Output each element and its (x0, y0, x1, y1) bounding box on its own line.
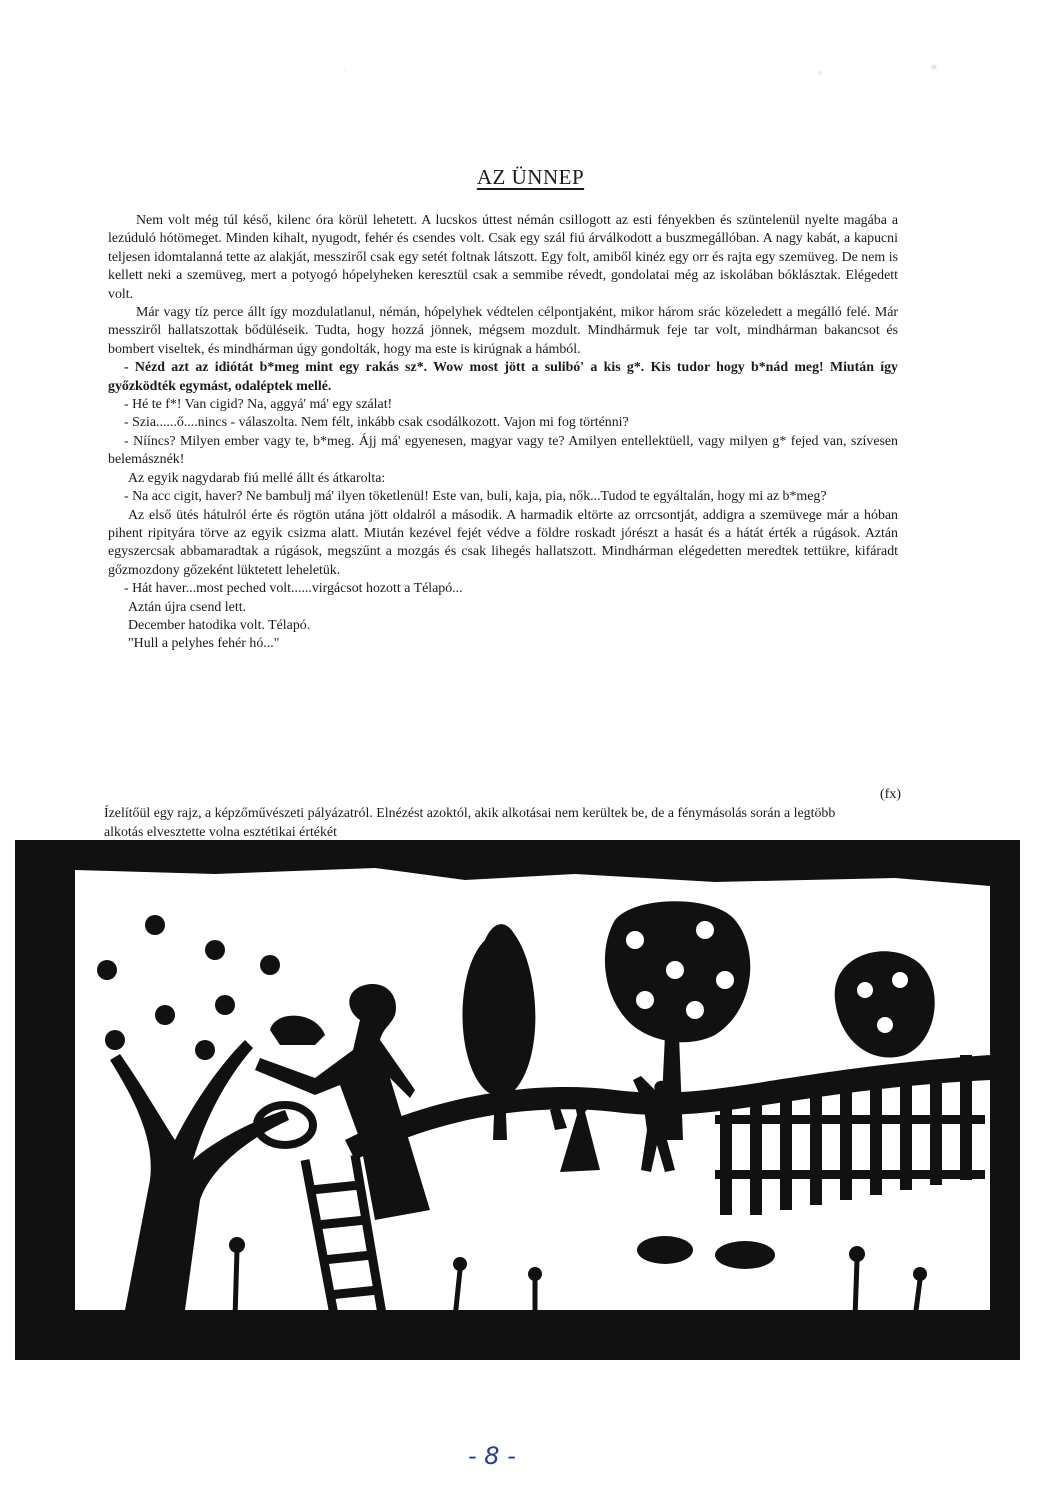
article-paragraph: Az első ütés hátulról érte és rögtön utána jött oldalról a második. A harmadik eltörte az orrcsontját, addigra a szemüvege már a hóban pihent ripityára törve az egyik csizma alatt. Miután kezével fejét védve a földre roskadt jórészt a hasát és a hátát érték a rúgások. Aztán egyszercsak abbamaradtak a rúgások, megszűnt a mozgás és csak lihegés hallatszott. Mindhárman elégedetten meredtek tettükre, kifáradt gőzmozdony gőzeként lüktetett leheletük. (108, 507, 898, 578)
article-paragraph: - Nézd azt az idiótát b*meg mint egy rakás sz*. Wow most jött a sulibó' a kis g*. Kis tudor hogy b*nád meg! Miután így győzködték egymást, odaléptek mellé. (108, 360, 898, 394)
image-caption: Ízelítőül egy rajz, a képzőművészeti pályázatról. Elnézést azoktól, akik alkotásai nem kerültek be, de a fénymásolás során a legtöbb alkotás elvesztette volna esztétikai értékét (104, 806, 836, 840)
page-number: - 8 - (468, 1442, 516, 1470)
article-paragraph: - Nííncs? Milyen ember vagy te, b*meg. Ájj má' egyenesen, magyar vagy te? Amilyen entellektüell, vagy milyen g* fejed van, szívesen belemásznék! (108, 433, 898, 468)
article-paragraph: December hatodika volt. Télapó. (128, 617, 311, 633)
article-paragraph: Nem volt még túl késő, kilenc óra körül lehetett. A lucskos úttest némán csillogott az esti fényekben és szüntelenül nyelte magába a lezúduló hótömeget. Minden kihalt, nyugodt, fehér és csendes volt. Csak egy szál fiú árválkodott a buszmegállóban. A nagy kabát, a kapucni teljesen idomtalanná tette az alakját, messziről csak egy setét foltnak látszott. Egy folt, amiből kinéz egy orr és rajta egy szemüveg. De nem is kellett neki a szemüveg, mert a potyogó hópelyheken keresztül csak a semmibe révedt, gondolatai még az iskolában bóklásztak. Elégedett volt. (108, 213, 898, 302)
article-paragraph: Már vagy tíz perce állt így mozdulatlanul, némán, hópelyhek védtelen célpontjaként, mikor három srác közeledett a megálló felé. Már messziről hallatszottak bődüléseik. Tudta, hogy hozzá jönnek, mégsem mozdult. Mindhármuk feje tar volt, mindhárman bakancsot és bombert viseltek, és mindhárman úgy gondolták, hogy ma este is kirúgnak a hámból. (108, 305, 898, 357)
papercut-illustration (15, 840, 1020, 1360)
article-paragraph: "Hull a pelyhes fehér hó..." (128, 636, 280, 652)
author-signature: (fx) (880, 787, 901, 802)
article-body (108, 212, 898, 654)
article-paragraph: - Na acc cigit, haver? Ne bambulj má' ilyen töketlenül! Este van, buli, kaja, pia, nők...Tudod te egyáltalán, hogy mi az b*meg? (124, 489, 827, 505)
article-paragraph: - Hé te f*! Van cigid? Na, aggyá' má' egy szálat! (124, 397, 393, 413)
scan-noise (60, 55, 1010, 85)
article-paragraph: Az egyik nagydarab fiú mellé állt és átkarolta: (128, 470, 386, 486)
article-paragraph: Aztán újra csend lett. (128, 599, 247, 615)
article-paragraph: - Szia......ő....nincs - válaszolta. Nem félt, inkább csak csodálkozott. Vajon mi fog történni? (124, 415, 629, 431)
article-title: AZ ÜNNEP (476, 165, 585, 189)
article-paragraph: - Hát haver...most peched volt......virgácsot hozott a Télapó... (124, 581, 463, 597)
